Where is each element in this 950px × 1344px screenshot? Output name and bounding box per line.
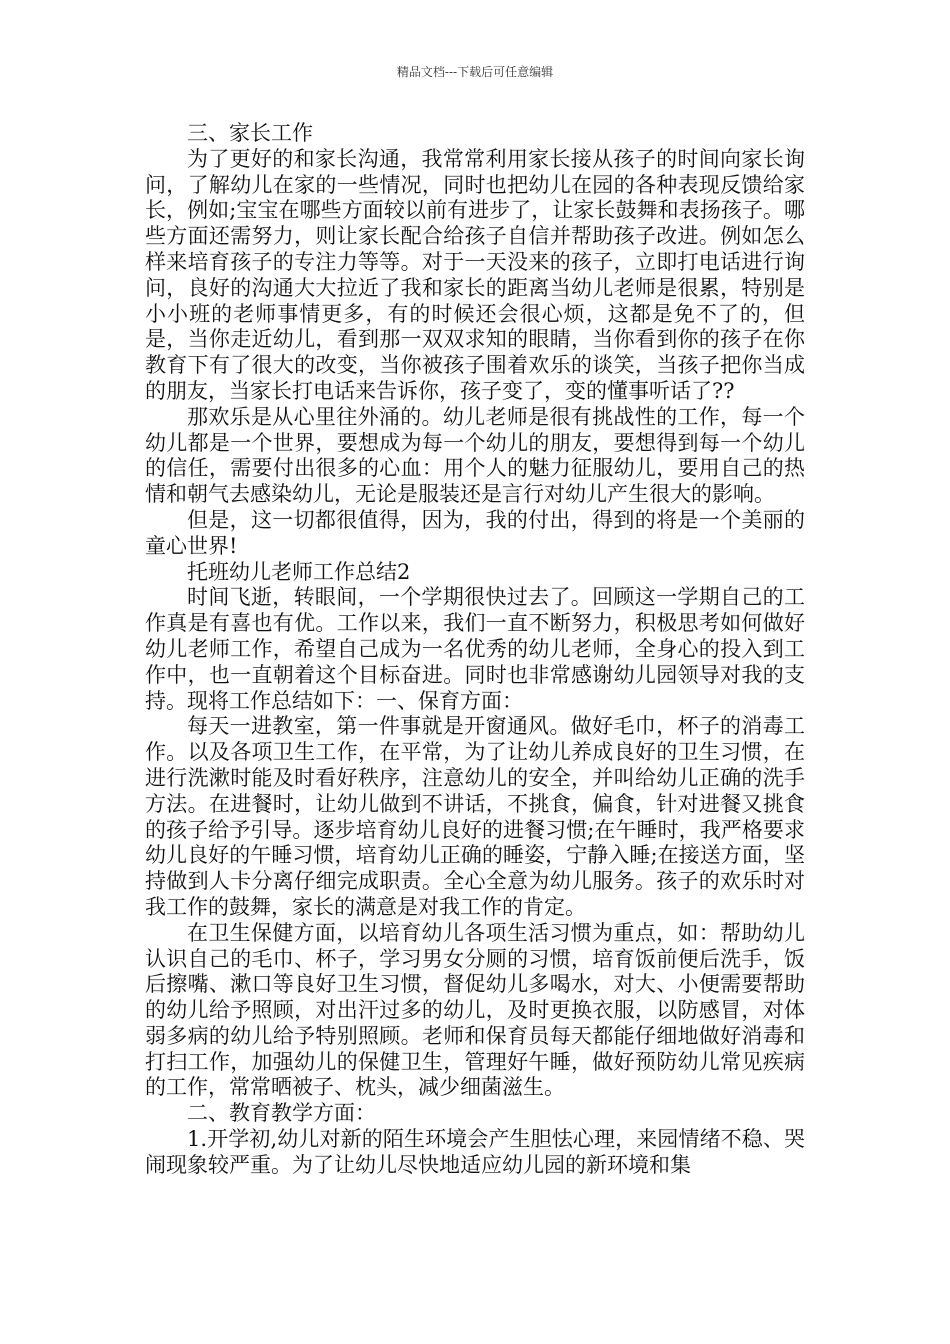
page-header: 精品文档---下载后可任意编辑 xyxy=(396,65,554,79)
paragraph-daily-care: 每天一进教室，第一件事就是开窗通风。做好毛巾，杯子的消毒工作。以及各项卫生工作，在平常，为了让幼儿养成良好的卫生习惯，在进行洗漱时能及时看好秩序，注意幼儿的安全，并叫给幼儿正确的洗手方法。在进餐时，让幼儿做到不讲话，不挑食，偏食，针对进餐又挑食的孩子给予引导。逐步培育幼儿良好的进餐习惯;在午睡时，我严格要求幼儿良好的午睡习惯，培育幼儿正确的睡姿，宁静入睡;在接送方面，坚持做到人卡分离仔细完成职责。全心全意为幼儿服务。孩子的欢乐时对我工作的鼓舞，家长的满意是对我工作的肯定。 xyxy=(145,714,805,919)
section-heading-parent-work: 三、家长工作 xyxy=(187,121,313,145)
section-heading-education: 二、教育教学方面： xyxy=(187,1101,376,1126)
paragraph-semester-review: 时间飞逝，转眼间，一个学期很快过去了。回顾这一学期自己的工作真是有喜也有优。工作以来，我们一直不断努力，积极思考如何做好幼儿老师工作，希望自己成为一名优秀的幼儿老师，全身心的投入到工作中，也一直朝着这个目标奋进。同时也非常感谢幼儿园领导对我的支持。现将工作总结如下：一、保育方面： xyxy=(145,585,805,713)
section-title-summary-2: 托班幼儿老师工作总结2 xyxy=(187,559,411,584)
paragraph-semester-start: 1.开学初,幼儿对新的陌生环境会产生胆怯心理，来园情绪不稳、哭闹现象较严重。为了让幼儿尽快地适应幼儿园的新环境和集 xyxy=(145,1127,805,1177)
paragraph-worth-it: 但是，这一切都很值得，因为，我的付出，得到的将是一个美丽的童心世界! xyxy=(145,507,805,558)
paragraph-parent-communication: 为了更好的和家长沟通，我常常利用家长接从孩子的时间向家长询问，了解幼儿在家的一些情况，同时也把幼儿在园的各种表现反馈给家长，例如;宝宝在哪些方面较以前有进步了，让家长鼓舞和表扬孩子。哪些方面还需努力，则让家长配合给孩子自信并帮助孩子改进。例如怎么样来培育孩子的专注力等等。对于一天没来的孩子，立即打电话进行询问，良好的沟通大大拉近了我和家长的距离当幼儿老师是很累，特别是小小班的老师事情更多，有的时候还会很心烦，这都是免不了的，但是，当你走近幼儿，看到那一双双求知的眼睛，当你看到你的孩子在你教育下有了很大的改变，当你被孩子围着欢乐的谈笑，当孩子把你当成的朋友，当家长打电话来告诉你，孩子变了，变的懂事听话了?? xyxy=(145,146,805,403)
paragraph-joy-of-teaching: 那欢乐是从心里往外涌的。幼儿老师是很有挑战性的工作，每一个幼儿都是一个世界，要想成为每一个幼儿的朋友，要想得到每一个幼儿的信任，需要付出很多的心血：用个人的魅力征服幼儿，要用自己的热情和朝气去感染幼儿，无论是服装还是言行对幼儿产生很大的影响。 xyxy=(145,404,805,507)
document-body xyxy=(145,121,805,1179)
paragraph-health-care: 在卫生保健方面，以培育幼儿各项生活习惯为重点，如：帮助幼儿认识自己的毛巾、杯子，学习男女分厕的习惯，培育饭前便后洗手，饭后擦嘴、漱口等良好卫生习惯，督促幼儿多喝水，对大、小便需要帮助的幼儿给予照顾，对出汗过多的幼儿，及时更换衣服，以防感冒，对体弱多病的幼儿给予特别照顾。老师和保育员每天都能仔细地做好消毒和打扫工作，加强幼儿的保健卫生，管理好午睡，做好预防幼儿常见疾病的工作，常常晒被子、枕头，减少细菌滋生。 xyxy=(145,920,805,1100)
